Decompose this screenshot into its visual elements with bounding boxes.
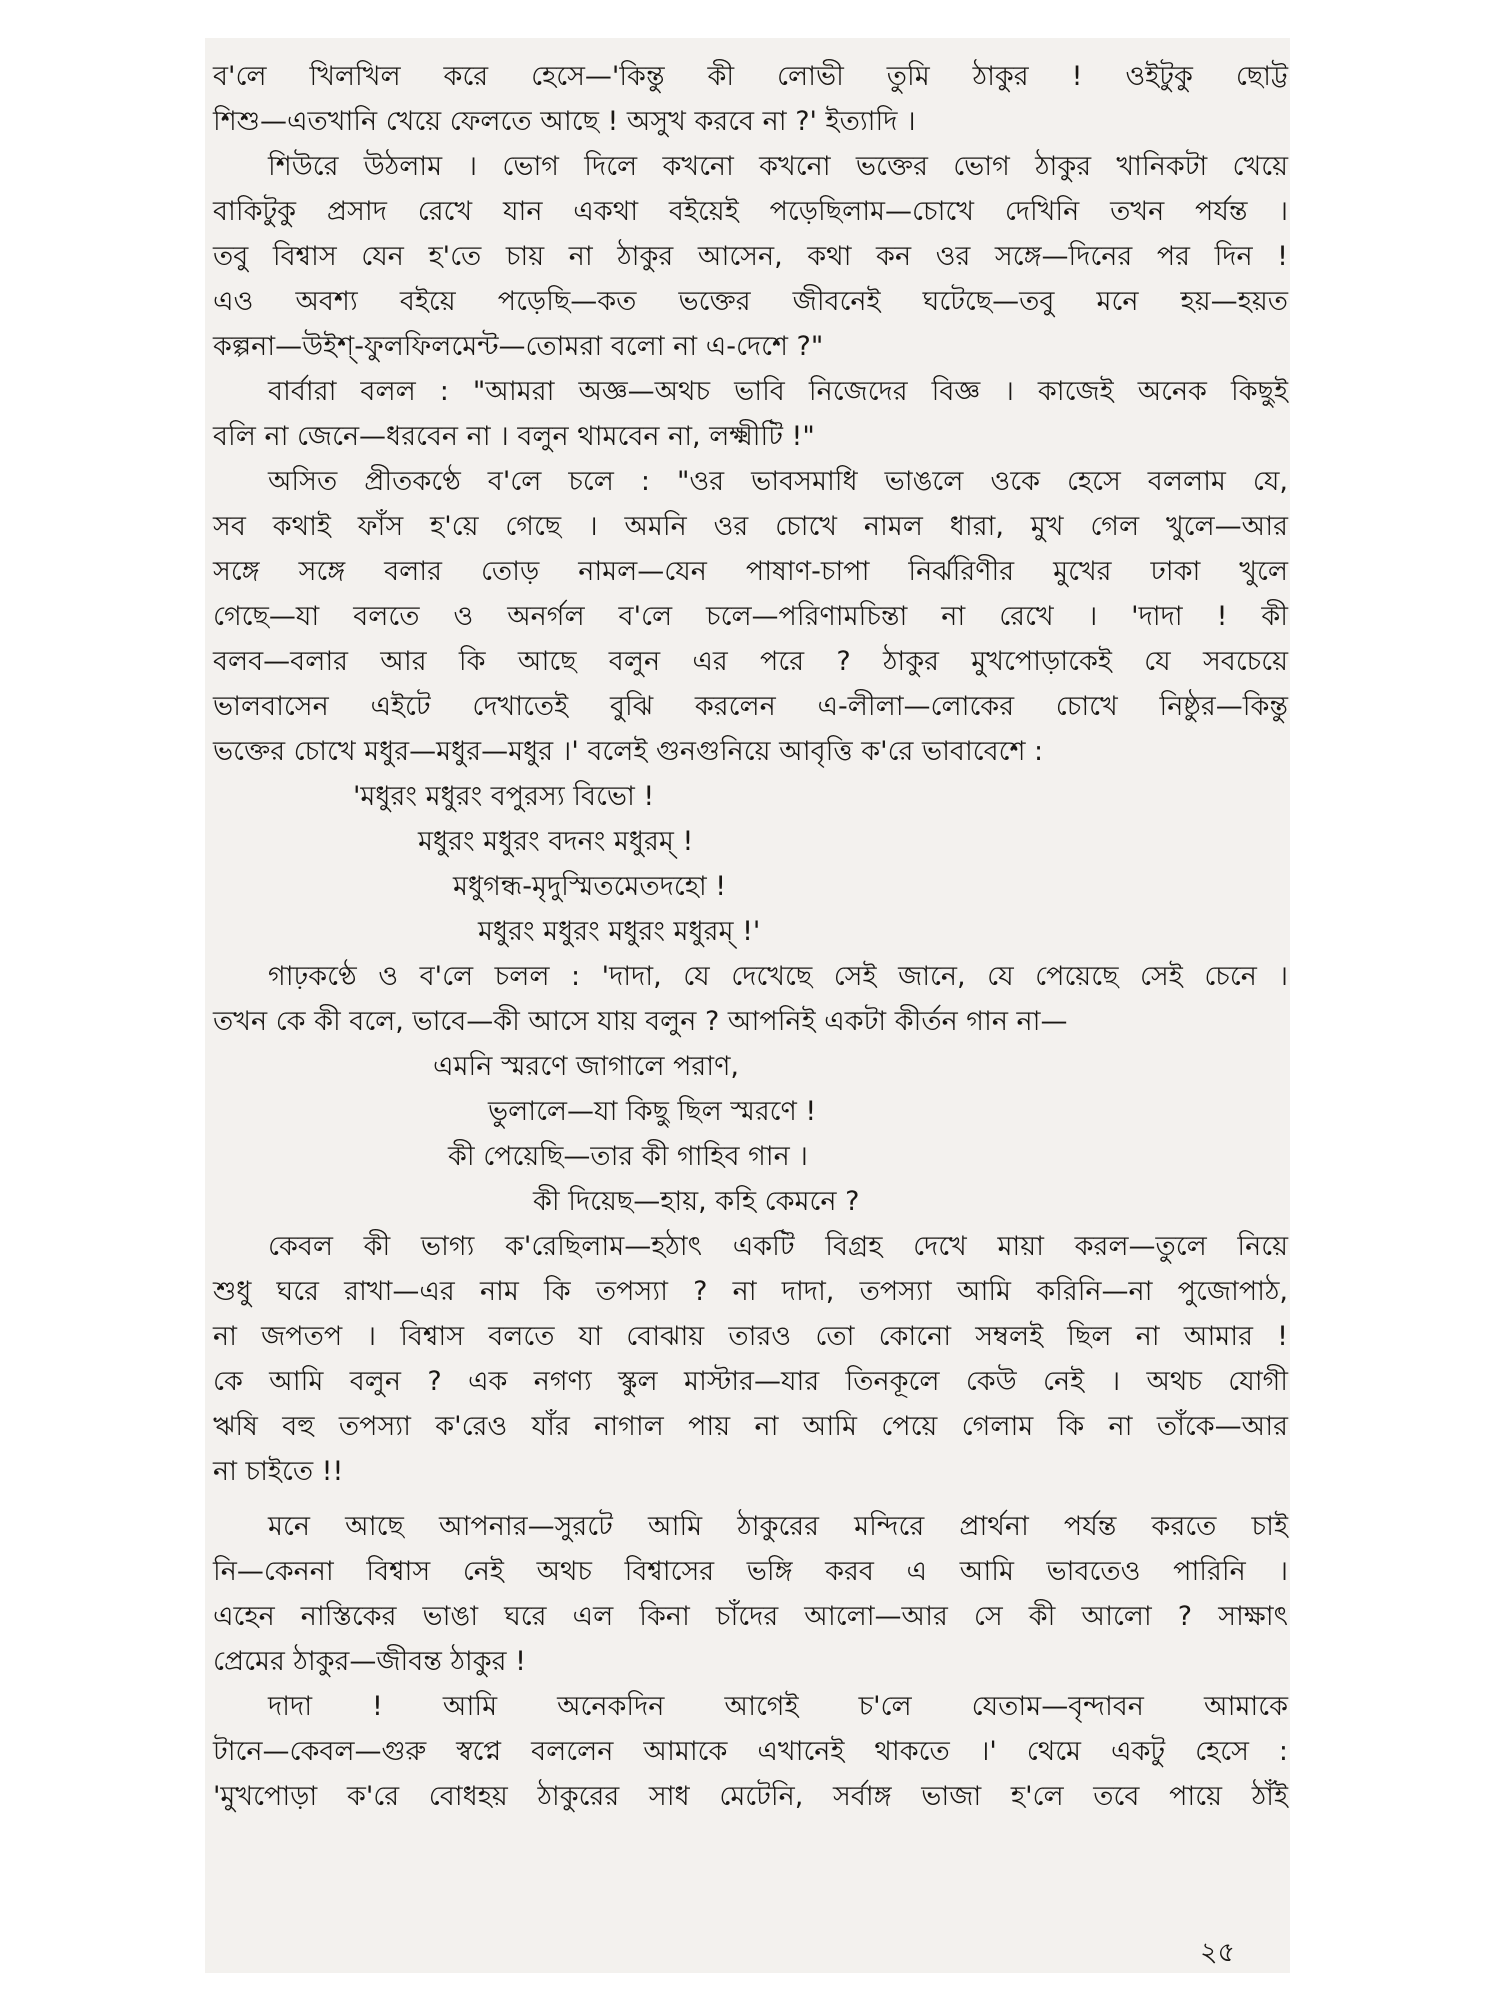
text-line: শিশু—এতখানি খেয়ে ফেলতে আছে ! অসুখ করবে না ?' ইত্যাদি । xyxy=(213,106,916,137)
text-line: গেছে—যা বলতে ও অনর্গল ব'লে চলে—পরিণামচিন্তা না রেখে । 'দাদা ! কী xyxy=(213,601,1288,632)
text-line: 'মুখপোড়া ক'রে বোধহয় ঠাকুরের সাধ মেটেনি, সর্বাঙ্গ ভাজা হ'লে তবে পায়ে ঠাঁই xyxy=(213,1781,1288,1812)
text-line: না জপতপ । বিশ্বাস বলতে যা বোঝায় তারও তো কোনো সম্বলই ছিল না আমার ! xyxy=(213,1321,1288,1352)
verse-line: ভুলালে—যা কিছু ছিল স্মরণে ! xyxy=(488,1096,817,1127)
verse-line: মধুরং মধুরং মধুরং মধুরম্ !' xyxy=(478,916,761,947)
text-line: বলি না জেনে—ধরবেন না । বলুন থামবেন না, লক্ষ্মীটি !" xyxy=(213,421,815,452)
verse-line: এমনি স্মরণে জাগালে পরাণ, xyxy=(433,1051,740,1082)
text-line: ঋষি বহু তপস্যা ক'রেও যাঁর নাগাল পায় না আমি পেয়ে গেলাম কি না তাঁকে—আর xyxy=(213,1411,1288,1442)
verse-line: কী পেয়েছি—তার কী গাহিব গান । xyxy=(448,1141,808,1172)
text-line: কেবল কী ভাগ্য ক'রেছিলাম—হঠাৎ একটি বিগ্রহ দেখে মায়া করল—তুলে নিয়ে xyxy=(268,1231,1288,1262)
verse-line: কী দিয়েছ—হায়, কহি কেমনে ? xyxy=(533,1186,860,1217)
text-line: কল্পনা—উইশ্-ফুলফিলমেন্ট—তোমরা বলো না এ-দেশে ?" xyxy=(213,331,824,362)
text-line: ব'লে খিলখিল করে হেসে—'কিন্তু কী লোভী তুমি ঠাকুর ! ওইটুকু ছোট্ট xyxy=(213,61,1288,92)
text-line: বলব—বলার আর কি আছে বলুন এর পরে ? ঠাকুর মুখপোড়াকেই যে সবচেয়ে xyxy=(213,646,1288,677)
text-line: সব কথাই ফাঁস হ'য়ে গেছে । অমনি ওর চোখে নামল ধারা, মুখ গেল খুলে—আর xyxy=(213,511,1288,542)
text-line: শিউরে উঠলাম । ভোগ দিলে কখনো কখনো ভক্তের ভোগ ঠাকুর খানিকটা খেয়ে xyxy=(268,151,1288,182)
text-line: তখন কে কী বলে, ভাবে—কী আসে যায় বলুন ? আপনিই একটা কীর্তন গান না— xyxy=(213,1006,1068,1037)
text-line: গাঢ়কণ্ঠে ও ব'লে চলল : 'দাদা, যে দেখেছে সেই জানে, যে পেয়েছে সেই চেনে । xyxy=(268,961,1288,992)
text-line: এও অবশ্য বইয়ে পড়েছি—কত ভক্তের জীবনেই ঘটেছে—তবু মনে হয়—হয়ত xyxy=(213,286,1288,317)
text-line: কে আমি বলুন ? এক নগণ্য স্কুল মাস্টার—যার তিনকূলে কেউ নেই । অথচ যোগী xyxy=(213,1366,1288,1397)
text-line: তবু বিশ্বাস যেন হ'তে চায় না ঠাকুর আসেন, কথা কন ওর সঙ্গে—দিনের পর দিন ! xyxy=(213,241,1288,272)
text-line: শুধু ঘরে রাখা—এর নাম কি তপস্যা ? না দাদা, তপস্যা আমি করিনি—না পুজোপাঠ, xyxy=(213,1276,1288,1307)
verse-line: মধুরং মধুরং বদনং মধুরম্ ! xyxy=(418,826,694,857)
text-line: টানে—কেবল—গুরু স্বপ্নে বললেন আমাকে এখানেই থাকতে ।' থেমে একটু হেসে : xyxy=(213,1736,1288,1767)
text-line: প্রেমের ঠাকুর—জীবন্ত ঠাকুর ! xyxy=(213,1646,526,1677)
text-line: অসিত প্রীতকণ্ঠে ব'লে চলে : "ওর ভাবসমাধি ভাঙলে ওকে হেসে বললাম যে, xyxy=(268,466,1288,497)
verse-line: মধুগন্ধ-মৃদুস্মিতমেতদহো ! xyxy=(453,871,727,902)
text-line: দাদা ! আমি অনেকদিন আগেই চ'লে যেতাম—বৃন্দাবন আমাকে xyxy=(268,1691,1288,1722)
text-line: ভালবাসেন এইটে দেখাতেই বুঝি করলেন এ-লীলা—লোকের চোখে নিষ্ঠুর—কিন্তু xyxy=(213,691,1288,722)
text-line: মনে আছে আপনার—সুরটে আমি ঠাকুরের মন্দিরে প্রার্থনা পর্যন্ত করতে চাই xyxy=(268,1511,1288,1542)
text-line: নি—কেননা বিশ্বাস নেই অথচ বিশ্বাসের ভঙ্গি করব এ আমি ভাবতেও পারিনি । xyxy=(213,1556,1288,1587)
text-line: এহেন নাস্তিকের ভাঙা ঘরে এল কিনা চাঁদের আলো—আর সে কী আলো ? সাক্ষাৎ xyxy=(213,1601,1288,1632)
text-line: ভক্তের চোখে মধুর—মধুর—মধুর ।' বলেই গুনগুনিয়ে আবৃত্তি ক'রে ভাবাবেশে : xyxy=(213,736,1044,767)
text-line: না চাইতে !! xyxy=(213,1456,344,1487)
text-line: বার্বারা বলল : "আমরা অজ্ঞ—অথচ ভাবি নিজেদের বিজ্ঞ । কাজেই অনেক কিছুই xyxy=(268,376,1288,407)
text-line: বাকিটুকু প্রসাদ রেখে যান একথা বইয়েই পড়েছিলাম—চোখে দেখিনি তখন পর্যন্ত । xyxy=(213,196,1288,227)
page-number: ২৫ xyxy=(1200,1937,1236,1968)
verse-line: 'মধুরং মধুরং বপুরস্য বিভো ! xyxy=(353,781,655,812)
text-line: সঙ্গে সঙ্গে বলার তোড় নামল—যেন পাষাণ-চাপা নির্ঝরিণীর মুখের ঢাকা খুলে xyxy=(213,556,1288,587)
